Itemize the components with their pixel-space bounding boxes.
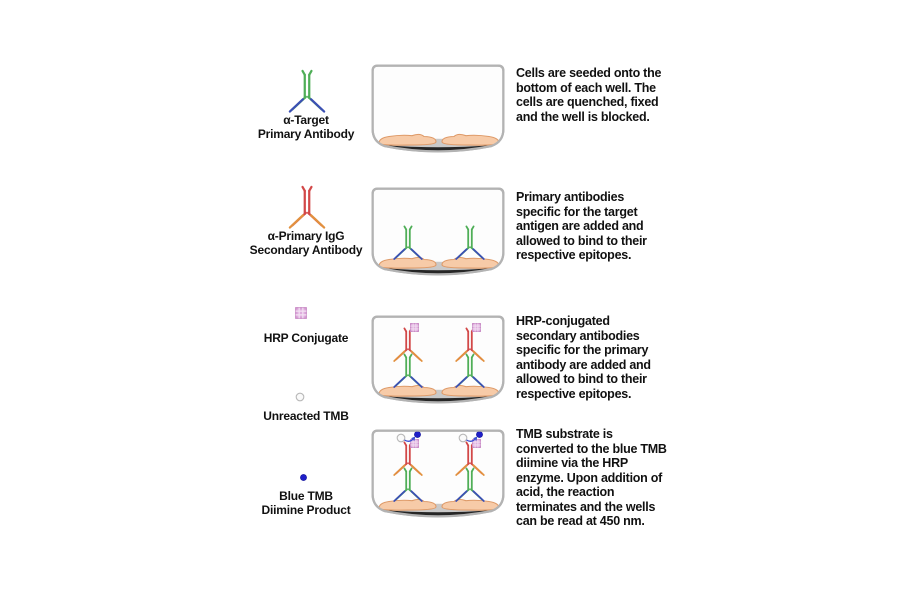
secondary-antibody-label: α-Primary IgG Secondary Antibody: [249, 229, 363, 257]
blue-tmb-diimine-icon: [299, 473, 308, 482]
primary-antibody-label: α-Target Primary Antibody: [257, 113, 355, 141]
well-step2-primary-antibody: [368, 186, 508, 282]
step1-description: Cells are seeded onto the bottom of each well. The cells are quenched, fixed and the well is blocked.: [516, 66, 662, 124]
unreacted-tmb-icon: [295, 392, 305, 402]
blue-tmb-diimine-label: Blue TMB Diimine Product: [261, 489, 351, 517]
well-step4-tmb-reaction: [368, 428, 508, 524]
hrp-conjugate-icon: [473, 324, 481, 332]
step3-description: HRP-conjugated secondary antibodies specific for the primary antibody are added and allowed to bind to their respective epitopes.: [516, 314, 651, 401]
hrp-conjugate-icon: [295, 307, 307, 319]
hrp-conjugate-icon: [411, 324, 419, 332]
unreacted-tmb-label: Unreacted TMB: [263, 409, 349, 423]
secondary-antibody-icon: [287, 184, 327, 230]
primary-antibody-icon: [287, 68, 327, 114]
step2-description: Primary antibodies specific for the target antigen are added and allowed to bind to their respective epitopes.: [516, 190, 647, 262]
step4-description: TMB substrate is converted to the blue TMB diimine via the HRP enzyme. Upon addition of acid, the reaction terminates and the wells can be read at 450 nm.: [516, 427, 667, 528]
hrp-conjugate-label: HRP Conjugate: [263, 331, 349, 345]
well-step3-hrp-secondary: [368, 314, 508, 410]
well-step1-seeded-cells: [368, 63, 508, 159]
